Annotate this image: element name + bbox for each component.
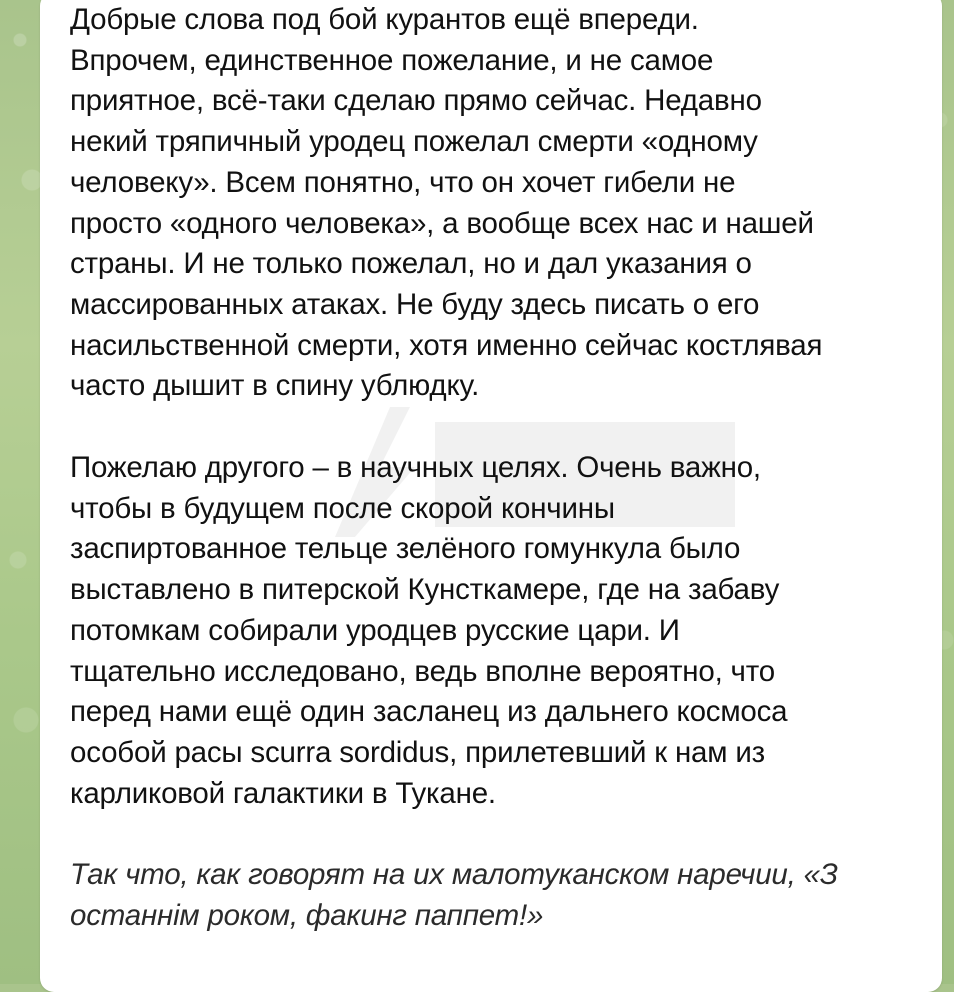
message-line: человеку». Всем понятно, что он хочет гибели не bbox=[70, 165, 736, 199]
message-line: заспиртованное тельце зелёного гомункула было bbox=[70, 532, 741, 566]
paragraph-gap bbox=[70, 407, 920, 448]
message-line: массированных атаках. Не буду здесь писать о его bbox=[70, 287, 760, 321]
message-italic-line: Так что, как говорят на их малотуканском наречии, «З bbox=[70, 858, 838, 892]
message-line: потомкам собирали уродцев русские цари. И bbox=[70, 613, 680, 647]
message-line: некий тряпичный уродец пожелал смерти «одному bbox=[70, 125, 758, 159]
message-line: просто «одного человека», а вообще всех нас и нашей bbox=[70, 206, 814, 240]
message-text[interactable] bbox=[70, 0, 920, 937]
message-paragraph-3 bbox=[70, 855, 920, 936]
message-line: Пожелаю другого – в научных целях. Очень важно, bbox=[70, 451, 761, 485]
message-bubble[interactable] bbox=[40, 0, 942, 992]
message-line: карликовой галактики в Тукане. bbox=[70, 776, 496, 810]
message-line: Впрочем, единственное пожелание, и не самое bbox=[70, 43, 714, 77]
message-line: тщательно исследовано, ведь вполне вероятно, что bbox=[70, 654, 775, 688]
message-line: Добрые слова под бой курантов ещё впереди. bbox=[70, 3, 699, 36]
message-paragraph-2 bbox=[70, 448, 920, 814]
message-line: особой расы scurra sordidus, прилетевший к нам из bbox=[70, 735, 765, 769]
message-line: насильственной смерти, хотя именно сейчас костлявая bbox=[70, 328, 823, 362]
message-line: выставлено в питерской Кунсткамере, где на забаву bbox=[70, 573, 780, 607]
message-line: приятное, всё-таки сделаю прямо сейчас. Недавно bbox=[70, 84, 762, 118]
message-paragraph-1 bbox=[70, 0, 920, 407]
message-line: чтобы в будущем после скорой кончины bbox=[70, 491, 615, 525]
message-line: страны. И не только пожелал, но и дал указания о bbox=[70, 247, 752, 281]
message-line: перед нами ещё один засланец из дальнего космоса bbox=[70, 695, 788, 729]
message-line: часто дышит в спину ублюдку. bbox=[70, 369, 480, 403]
message-italic-line: останнім роком, факинг паппет!» bbox=[70, 899, 544, 933]
paragraph-gap bbox=[70, 814, 920, 855]
